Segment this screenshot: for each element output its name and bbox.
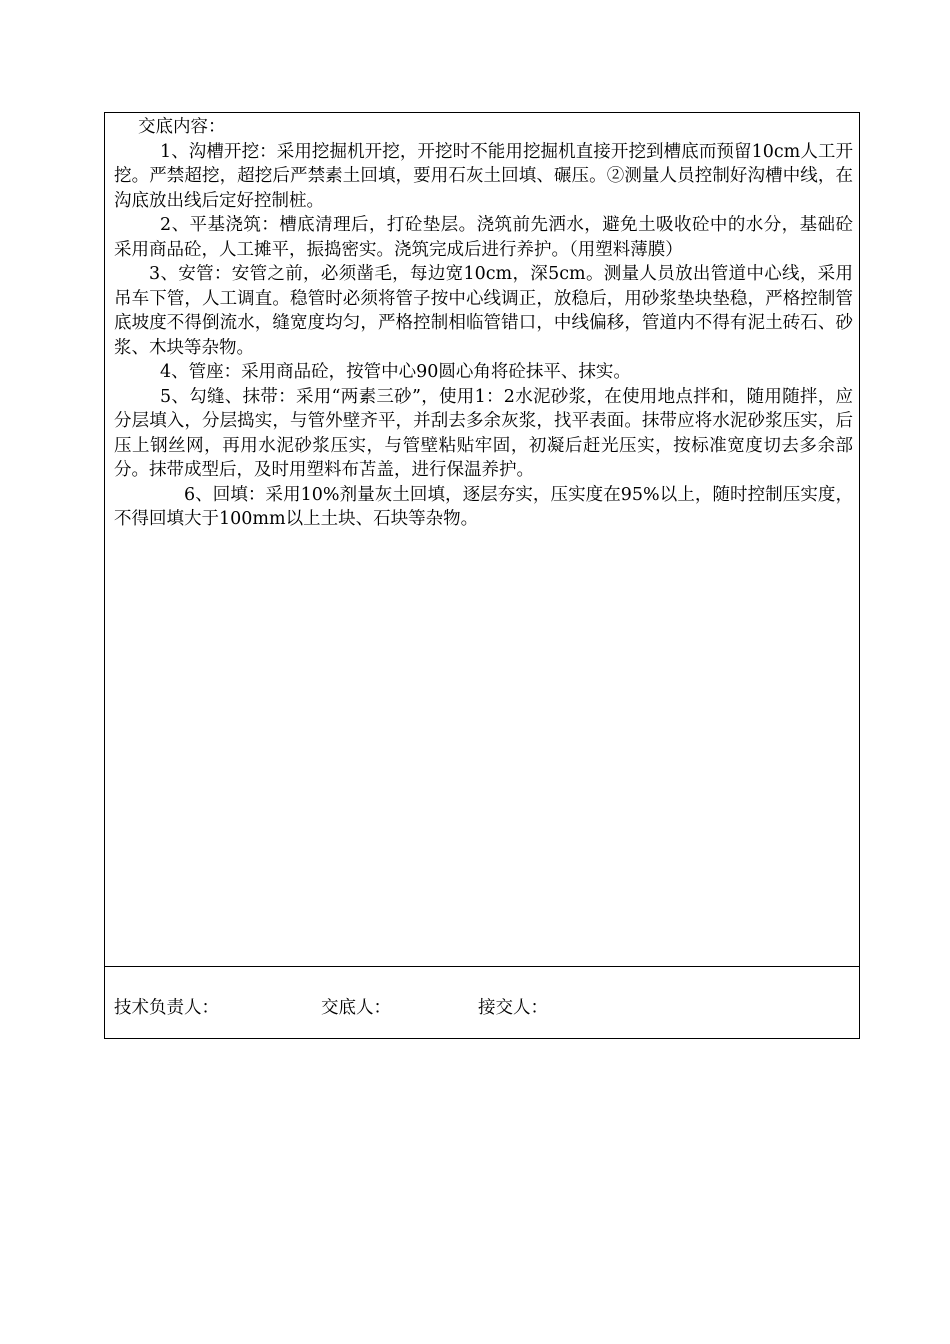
paragraph-joint-banding: 5、勾缝、抹带：采用“两素三砂”，使用1：2水泥砂浆，在使用地点拌和，随用随拌，应分层填入，分层捣实，与管外壁齐平，并刮去多余灰浆，找平表面。抹带应将水泥砂浆压实，后压上钢丝网，再用水泥砂浆压实，与管壁粘贴牢固，初凝后赶光压实，按标准宽度切去多余部分。抹带成型后，及时用塑料布苫盖，进行保温养护。 xyxy=(114,386,853,480)
disclosure-table xyxy=(104,112,860,1039)
technical-lead-label: 技术负责人： xyxy=(114,998,219,1018)
paragraph-pipe-installation: 3、安管：安管之前，必须凿毛，每边宽10cm，深5cm。测量人员放出管道中心线，采用吊车下管，人工调直。稳管时必须将管子按中心线调正，放稳后，用砂浆垫块垫稳，严格控制管底坡度不得倒流水，缝宽度均匀，严格控制相临管错口，中线偏移，管道内不得有泥土砖石、砂浆、木块等杂物。 xyxy=(114,264,853,358)
receiver-label: 接交人： xyxy=(478,998,548,1018)
paragraph-base-pouring: 2、平基浇筑：槽底清理后，打砼垫层。浇筑前先洒水，避免土吸收砼中的水分，基础砼采用商品砼，人工摊平，振捣密实。浇筑完成后进行养护。（用塑料薄膜） xyxy=(114,215,853,260)
discloser-label: 交底人： xyxy=(321,998,391,1018)
disclosure-content-cell xyxy=(105,113,859,967)
content-heading: 交底内容： xyxy=(138,117,226,137)
paragraph-trench-excavation: 1、沟槽开挖：采用挖掘机开挖，开挖时不能用挖掘机直接开挖到槽底而预留10cm人工开挖。严禁超挖，超挖后严禁素土回填，要用石灰土回填、碾压。②测量人员控制好沟槽中线，在沟底放出线后定好控制桩。 xyxy=(114,141,853,211)
signature-row xyxy=(105,967,859,1038)
paragraph-pipe-seat: 4、管座：采用商品砼，按管中心90圆心角将砼抹平、抹实。 xyxy=(160,362,631,382)
paragraph-backfill: 6、回填：采用10%剂量灰土回填，逐层夯实，压实度在95%以上，随时控制压实度，不得回填大于100mm以上土块、石块等杂物。 xyxy=(114,484,853,529)
